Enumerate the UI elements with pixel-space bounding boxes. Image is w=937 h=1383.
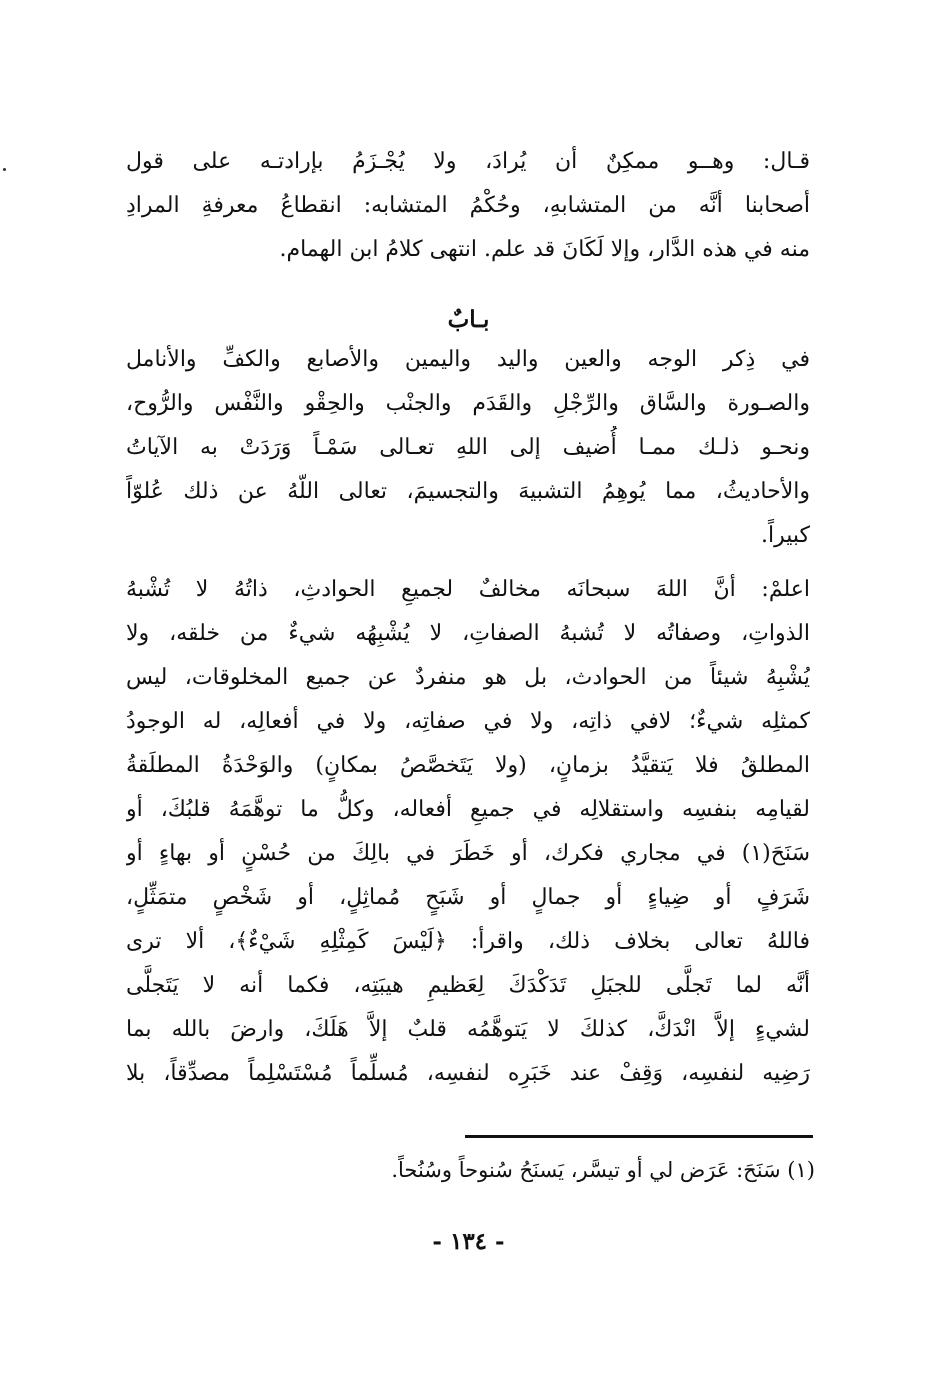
body-paragraph-know xyxy=(126,568,810,1096)
text-line: لقيامِه بنفسِه واستقلالِه في جميعِ أفعاله، وكلُّ ما توهَّمَهُ قلبُكَ، أو xyxy=(126,797,810,822)
page-number: - ١٣٤ - xyxy=(432,1228,505,1255)
text-line: شَرَفٍ أو ضِياءٍ أو جمالٍ أو شَبَحٍ مُماثِلٍ، أو شَخْصٍ متمَثِّلٍ، xyxy=(126,885,810,910)
text-line: المطلقُ فلا يَتقيَّدُ بزمانٍ، (ولا يَتَخصَّصُ بمكانٍ) والوَحْدَةُ المطلَقةُ xyxy=(126,753,810,778)
text-line: كبيراً. xyxy=(761,523,810,548)
margin-speck xyxy=(3,168,6,171)
footnote-separator xyxy=(465,1135,813,1138)
text-line: رَضِيه لنفسِه، وَقِفْ عند خَبَرِه لنفسِه، مُسلِّماً مُسْتَسْلِماً مصدِّقاً، بلا xyxy=(126,1061,810,1086)
text-line: أنَّه لما تَجلَّى للجبَلِ تَدَكْدَكَ لِعَظيمِ هيبَتِه، فكما أنه لا يَتَجلَّى xyxy=(126,973,810,998)
text-line: أصحابنا أنَّه من المتشابهِ، وحُكْمُ المتشابه: انقطاعُ معرفةِ المرادِ xyxy=(126,193,810,218)
text-line: قـال: وهــو ممكِنٌ أن يُرادَ، ولا يُجْـزَمُ بإرادتـه على قول xyxy=(126,149,810,174)
text-line: سَنَحَ(١) في مجاري فكرك، أو خَطَرَ في بالِكَ من حُسْنٍ أو بهاءٍ أو xyxy=(126,841,810,866)
text-line: كمثلِه شيءٌ؛ لافي ذاتِه، ولا في صفاتِه، ولا في أفعالِه، له الوجودُ xyxy=(126,709,810,734)
text-line: منه في هذه الدَّار، وإلا لَكَانَ قد علم. انتهى كلامُ ابن الهمام. xyxy=(279,237,810,262)
text-line: يُشْبِهُ شيئاً من الحوادث، بل هو منفردٌ عن جميع المخلوقات، ليس xyxy=(126,665,810,690)
text-line: في ذِكر الوجه والعين واليد واليمين والأصابع والكفِّ والأنامل xyxy=(126,347,810,372)
chapter-subtitle-paragraph xyxy=(126,338,810,558)
text-line: فاللهُ تعالى بخلاف ذلك، واقرأ: ﴿لَيْسَ كَمِثْلِهِ شَيْءٌ﴾، ألا ترى xyxy=(126,929,810,954)
chapter-heading: بـابٌ xyxy=(447,306,490,333)
text-line: والصـورة والسَّاق والرِّجْلِ والقَدَم والجنْب والحِقْو والنَّفْس والرُّوح، xyxy=(126,391,810,416)
text-line: اعلمْ: أنَّ اللهَ سبحانَه مخالفٌ لجميعِ الحوادثِ، ذاتُهُ لا تُشْبهُ xyxy=(126,577,810,602)
text-line: لشيءٍ إلاَّ انْدَكَّ، كذلكَ لا يَتوهَّمُه قلبٌ إلاَّ هَلَكَ، وارضَ بالله بما xyxy=(126,1017,810,1042)
paragraph-ibn-al-humam-quote xyxy=(126,140,810,272)
text-line: ونحـو ذلـك ممـا أُضيف إلى اللهِ تعـالى سَمْـاً وَرَدَتْ به الآياتُ xyxy=(126,435,810,460)
footnote: (١) سَنَحَ: عَرَض لي أو تيسَّر، يَسنَحُ سُنوحاً وسُنُحاً. xyxy=(391,1158,815,1182)
text-line: الذواتِ، وصفاتُه لا تُشبهُ الصفاتِ، لا يُشْبِهُه شيءٌ من خلقه، ولا xyxy=(126,621,810,646)
text-line: والأحاديثُ، مما يُوهِمُ التشبيهَ والتجسيمَ، تعالى اللّهُ عن ذلك عُلوّاً xyxy=(126,479,810,504)
